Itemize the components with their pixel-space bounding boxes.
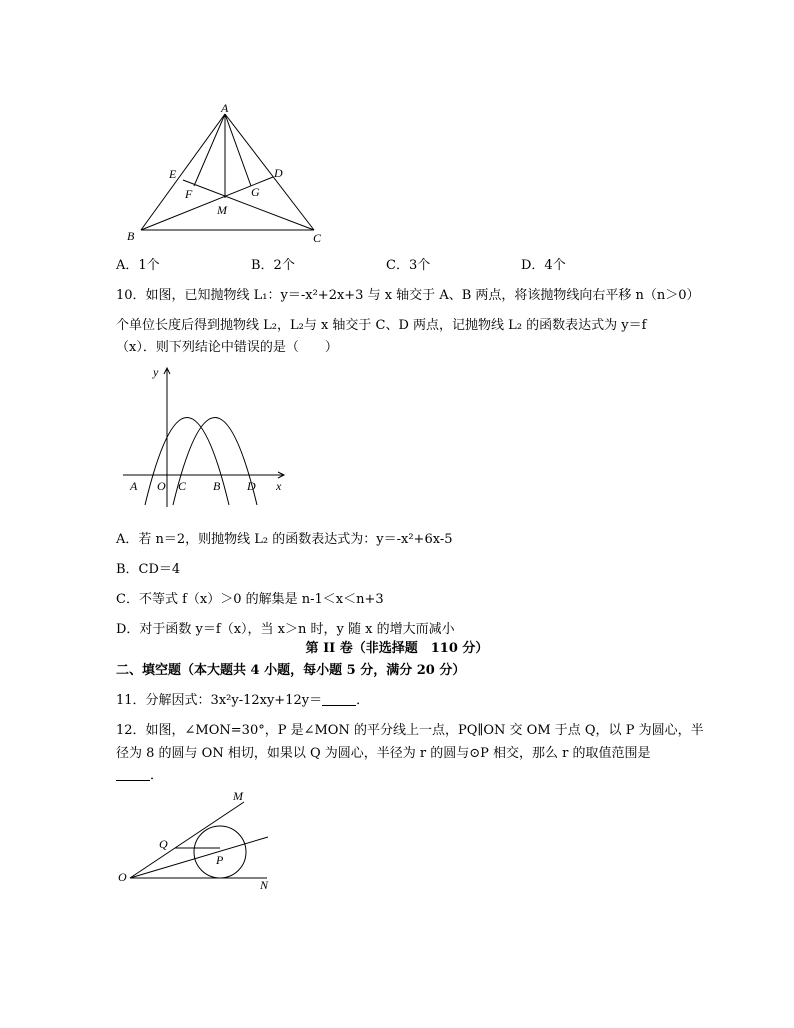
label-B: B	[127, 229, 135, 243]
q11-answer-blank	[322, 693, 356, 706]
q9-option-d: D．4个	[521, 258, 566, 273]
q11-tail: ．	[356, 693, 370, 708]
q9-option-a: A．1个	[116, 258, 160, 273]
label-D: D	[247, 479, 256, 493]
q12-angle-figure	[112, 788, 282, 892]
q10-option-c: C．不等式 f（x）＞0 的解集是 n-1＜x＜n+3	[116, 592, 384, 607]
label-y: y	[153, 365, 159, 379]
label-M: M	[217, 203, 227, 217]
q12-answer-blank	[116, 768, 150, 781]
q10-option-d: D．对于函数 y＝f（x），当 x＞n 时，y 随 x 的增大而减小	[116, 622, 455, 637]
label-N: N	[260, 878, 269, 892]
label-x: x	[276, 479, 282, 493]
label-C: C	[178, 479, 187, 493]
line-AG	[225, 114, 251, 186]
ray-OM	[130, 802, 244, 878]
label-A: A	[221, 101, 229, 115]
label-O: O	[118, 870, 127, 884]
q10-parabola-figure	[120, 362, 300, 512]
label-M: M	[233, 789, 243, 803]
circle-P	[194, 826, 246, 878]
bisector-OP	[130, 837, 268, 878]
q11-text: 11．分解因式：3x²y-12xy+12y＝	[116, 693, 323, 708]
q10-option-a: A．若 n＝2，则抛物线 L₂ 的函数表达式为：y＝-x²+6x-5	[116, 532, 453, 547]
q12-tail: ．	[150, 768, 164, 783]
label-E: E	[169, 167, 177, 181]
q10-stem-line3: （x）．则下列结论中错误的是（ ）	[116, 340, 338, 355]
q12-stem-line3	[116, 768, 163, 784]
label-B: B	[213, 479, 221, 493]
q12-stem-line1: 12．如图，∠MON=30°，P 是∠MON 的平分线上一点，PQ∥ON 交 OM 于点 Q，以 P 为圆心，半	[116, 723, 704, 738]
label-Q: Q	[159, 837, 168, 851]
label-D: D	[274, 166, 283, 180]
q10-stem-line2: 个单位长度后得到抛物线 L₂，L₂与 x 轴交于 C、D 两点，记抛物线 L₂ 的函数表达式为 y＝f	[116, 318, 647, 333]
q12-stem-line2: 径为 8 的圆与 ON 相切，如果以 Q 为圆心，半径为 r 的圆与⊙P 相交，那么 r 的取值范围是	[116, 746, 651, 761]
q10-stem-line1: 10．如图，已知抛物线 L₁：y＝-x²+2x+3 与 x 轴交于 A、B 两点，将该抛物线向右平移 n（n＞0）	[116, 288, 700, 303]
section2-title: 二、填空题（本大题共 4 小题，每小题 5 分，满分 20 分）	[116, 663, 466, 678]
label-A: A	[130, 479, 138, 493]
q9-option-b: B．2个	[251, 258, 295, 273]
q9-triangle-figure	[120, 100, 340, 250]
label-F: F	[185, 187, 193, 201]
q9-option-c: C．3个	[386, 258, 431, 273]
label-P: P	[216, 853, 224, 867]
q11	[116, 693, 369, 709]
q10-option-b: B．CD＝4	[116, 562, 181, 577]
label-O: O	[157, 479, 166, 493]
label-G: G	[251, 185, 260, 199]
part2-title: 第 II 卷（非选择题 110 分）	[305, 641, 489, 656]
label-C: C	[313, 231, 322, 245]
